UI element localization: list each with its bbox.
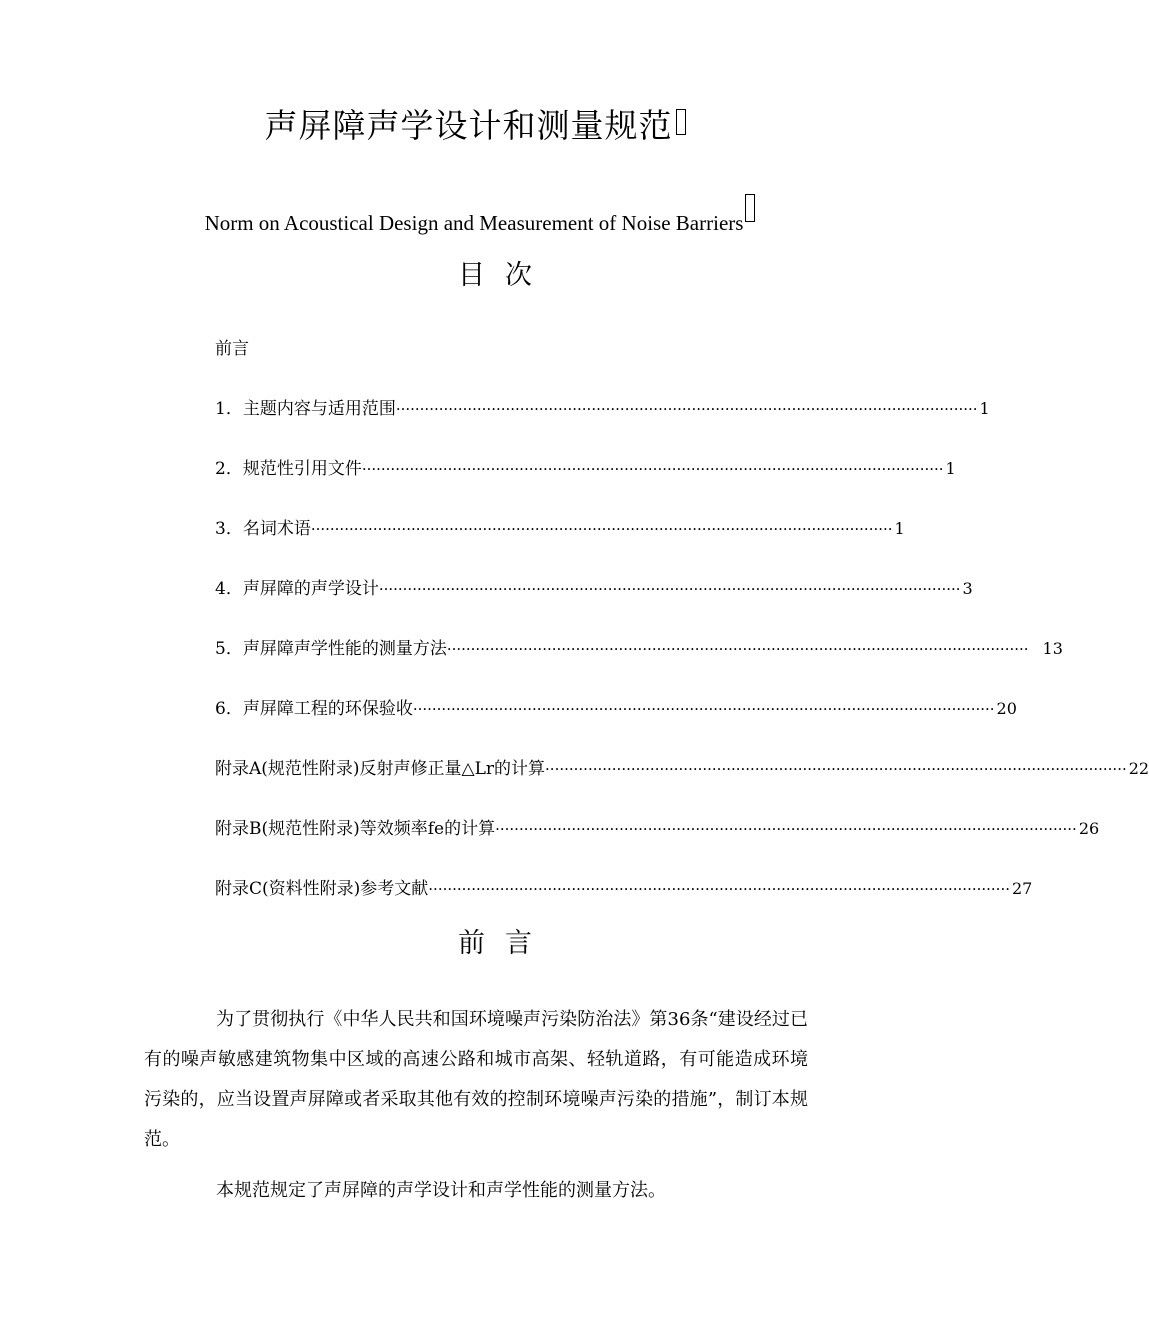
toc-entry-page: 1 [945, 459, 956, 478]
toc-dot-leader: ·························································································································· [361, 460, 944, 478]
toc-entry-page: 1 [979, 399, 990, 418]
document-title-en-text: Norm on Acoustical Design and Measurement of Noise Barriers [204, 211, 744, 235]
document-title-cn-text: 声屏障声学设计和测量规范 [264, 106, 673, 145]
document-title-cn [0, 104, 950, 148]
toc-entry[interactable] [215, 754, 1149, 784]
toc-entry[interactable] [215, 634, 1063, 664]
toc-entry[interactable] [215, 874, 1033, 904]
toc-entry[interactable] [215, 514, 905, 544]
toc-entry-page: 27 [1012, 879, 1033, 898]
toc-heading: 目次 [458, 260, 552, 291]
toc-dot-leader: ·························································································································· [310, 520, 893, 538]
toc-entry-page: 3 [962, 579, 973, 598]
toc-entry[interactable] [215, 454, 956, 484]
toc-dot-leader: ·························································································································· [412, 700, 995, 718]
toc-entry[interactable] [215, 394, 990, 424]
toc-entry-page: 26 [1078, 819, 1100, 838]
toc-dot-leader: ·························································································································· [446, 640, 1029, 658]
toc-entry-label: 2．规范性引用文件 [215, 459, 362, 479]
missing-glyph-icon [676, 109, 686, 135]
toc-entry-label: 1．主题内容与适用范围 [215, 399, 396, 419]
toc-dot-leader: ·························································································································· [395, 400, 978, 418]
preface-paragraph-text: 为了贯彻执行《中华人民共和国环境噪声污染防治法》第36条“建设经过已有的噪声敏感建筑物集中区域的高速公路和城市高架、轻轨道路，有可能造成环境污染的，应当设置声屏障或者采取其他有效的控制环境噪声污染的措施”，制订本规范。 [144, 1009, 808, 1150]
toc-entry-label: 前言 [215, 339, 249, 359]
toc-entry-label: 附录C(资料性附录)参考文献 [215, 879, 429, 899]
preface-paragraph [144, 1171, 808, 1211]
document-title-en [0, 194, 960, 238]
toc-entry-label: 4．声屏障的声学设计 [215, 579, 379, 599]
toc-entry-page: 20 [996, 699, 1017, 718]
toc-entry-page: 1 [894, 519, 905, 538]
toc-dot-leader: ·························································································································· [495, 820, 1077, 838]
toc-entry-page: 13 [1042, 639, 1063, 658]
toc-entry-label: 5．声屏障声学性能的测量方法 [215, 639, 447, 659]
preface-paragraph-text: 本规范规定了声屏障的声学设计和声学性能的测量方法。 [216, 1180, 666, 1201]
toc-entry[interactable] [215, 814, 1100, 844]
toc-entry[interactable] [215, 694, 1017, 724]
toc-entry-label: 附录A(规范性附录)反射声修正量△Lr的计算 [215, 759, 546, 779]
toc-dot-leader: ·························································································································· [378, 580, 961, 598]
toc-entry-page: 22 [1128, 759, 1149, 778]
toc-entry-label: 6．声屏障工程的环保验收 [215, 699, 413, 719]
toc-entry[interactable] [215, 574, 973, 604]
toc-entry-label: 3．名词术语 [215, 519, 311, 539]
preface-paragraph [144, 1000, 808, 1160]
toc-dot-leader: ·························································································································· [428, 880, 1010, 898]
toc-entry-preface[interactable] [215, 334, 249, 364]
toc-entry-label: 附录B(规范性附录)等效频率fe的计算 [215, 819, 496, 839]
toc-dot-leader: ·························································································································· [545, 760, 1127, 778]
preface-heading: 前言 [458, 928, 552, 959]
missing-glyph-icon [745, 194, 755, 222]
